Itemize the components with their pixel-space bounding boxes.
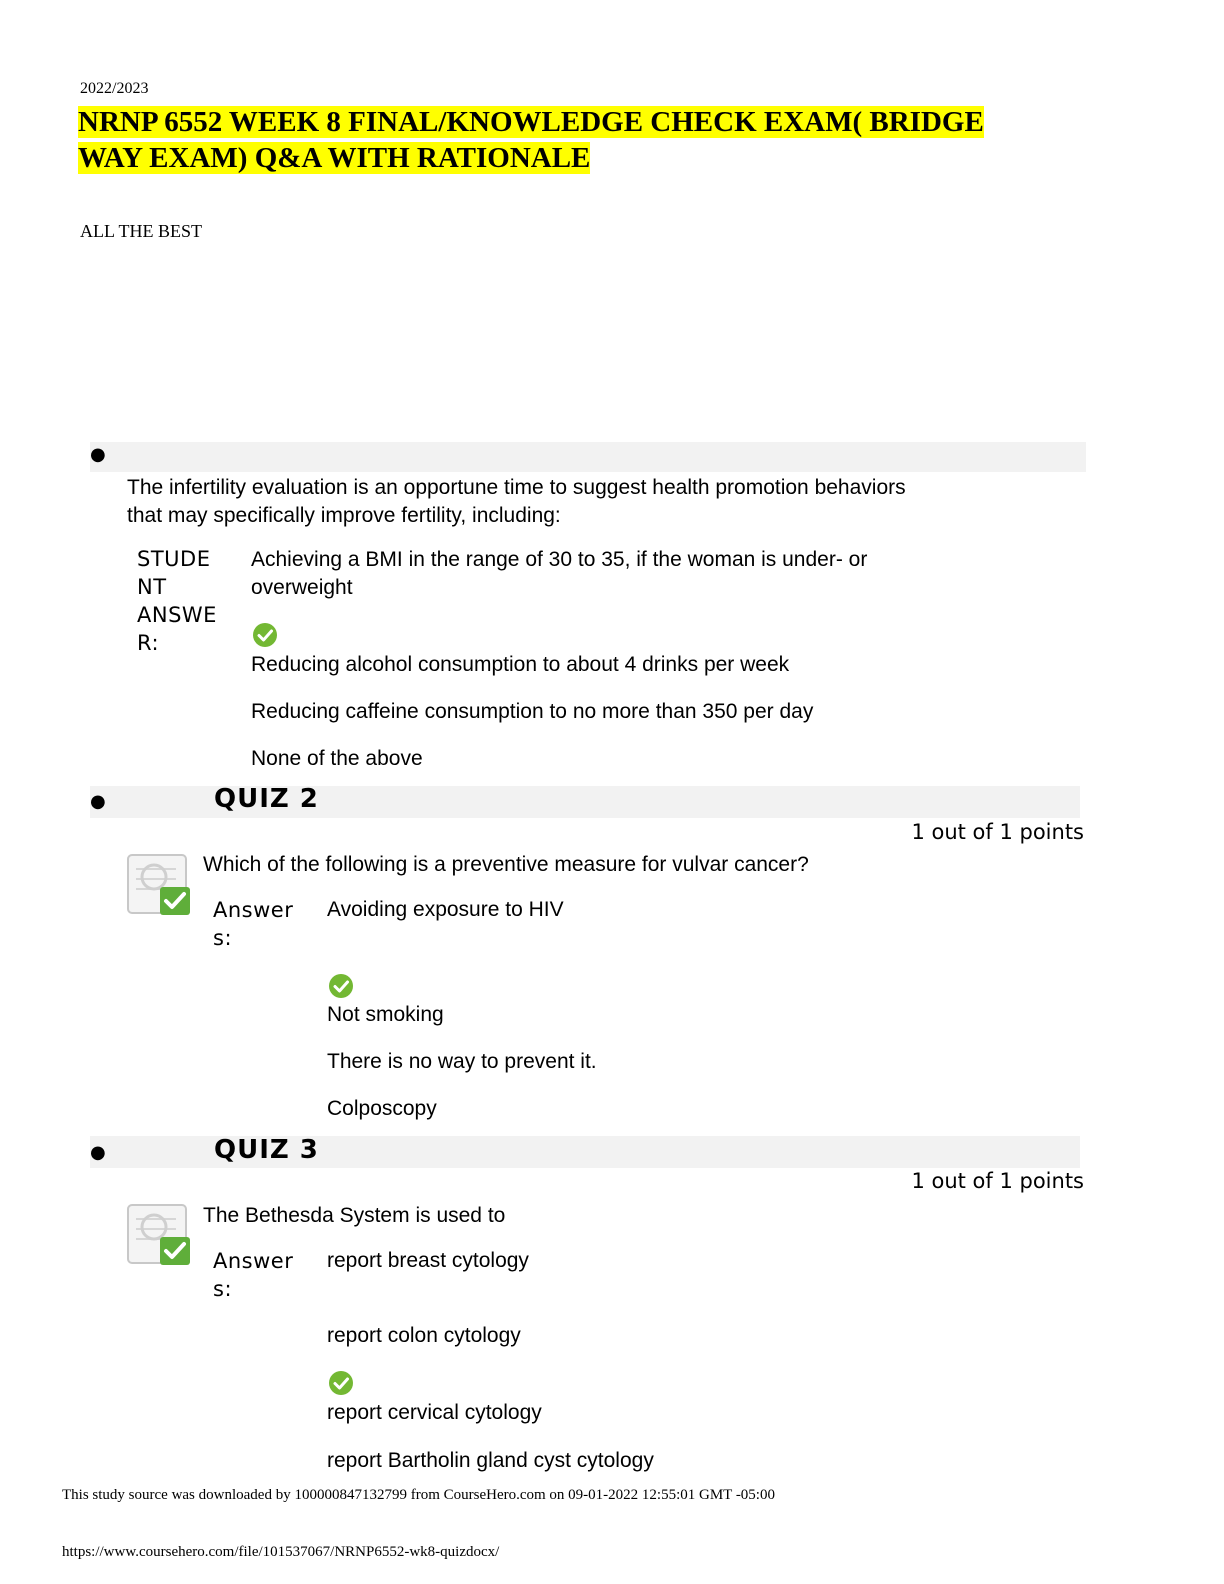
bullet: ●	[90, 444, 106, 465]
download-notice: This study source was downloaded by 100000847132799 from CourseHero.com on 09-01-2022 12:55:01 GMT -05:00	[62, 1487, 775, 1503]
question-line: that may specifically improve fertility, including:	[127, 504, 561, 527]
answer-option: report colon cytology	[327, 1324, 521, 1347]
answer-option: None of the above	[251, 747, 423, 770]
bullet: ●	[90, 791, 106, 812]
answer-option-correct: Not smoking	[327, 1003, 444, 1026]
answer-option: There is no way to prevent it.	[327, 1050, 597, 1073]
question-text: Which of the following is a preventive measure for vulvar cancer?	[203, 853, 809, 876]
student-answer-label	[137, 545, 217, 657]
document-subtitle: ALL THE BEST	[80, 221, 202, 241]
answer-option: report breast cytology	[327, 1249, 529, 1272]
graded-item-icon	[126, 851, 190, 917]
answers-label	[213, 896, 293, 952]
label-line: Answer	[213, 898, 294, 922]
question-text	[127, 474, 906, 530]
label-line: ANSWE	[137, 603, 217, 627]
answer-option: Colposcopy	[327, 1097, 437, 1120]
check-circle-icon	[329, 974, 353, 998]
points-label: 1 out of 1 points	[911, 820, 1084, 844]
title-line-2: WAY EXAM) Q&A WITH RATIONALE	[78, 142, 591, 174]
answer-option: report Bartholin gland cyst cytology	[327, 1449, 654, 1472]
answer-line: overweight	[251, 576, 353, 599]
graded-item-icon	[126, 1201, 190, 1267]
quiz-title: QUIZ 2	[214, 784, 319, 814]
question-text: The Bethesda System is used to	[203, 1204, 506, 1227]
document-year: 2022/2023	[80, 80, 149, 97]
question-line: The infertility evaluation is an opportune time to suggest health promotion behaviors	[127, 476, 906, 499]
label-line: Answer	[213, 1249, 294, 1273]
bullet: ●	[90, 1142, 106, 1163]
answer-option: Avoiding exposure to HIV	[327, 898, 564, 921]
answer-line: Achieving a BMI in the range of 30 to 35, if the woman is under- or	[251, 548, 868, 571]
answer-option-correct: Reducing alcohol consumption to about 4 drinks per week	[251, 653, 790, 676]
label-line: R:	[137, 631, 160, 655]
label-line: STUDE	[137, 547, 211, 571]
document-title	[78, 104, 1088, 176]
label-line: NT	[137, 575, 167, 599]
answer-option	[251, 546, 867, 602]
source-url-link[interactable]: https://www.coursehero.com/file/101537067/NRNP6552-wk8-quizdocx/	[62, 1544, 500, 1560]
check-circle-icon	[253, 623, 277, 647]
answer-option-correct: report cervical cytology	[327, 1401, 542, 1424]
title-line-1: NRNP 6552 WEEK 8 FINAL/KNOWLEDGE CHECK EXAM( BRIDGE	[78, 106, 984, 138]
question-header-bar	[90, 442, 1086, 472]
points-label: 1 out of 1 points	[911, 1169, 1084, 1193]
label-line: s:	[213, 1277, 233, 1301]
check-circle-icon	[329, 1371, 353, 1395]
answer-option: Reducing caffeine consumption to no more than 350 per day	[251, 700, 814, 723]
answers-label	[213, 1247, 293, 1303]
label-line: s:	[213, 926, 233, 950]
quiz-title: QUIZ 3	[214, 1135, 319, 1165]
